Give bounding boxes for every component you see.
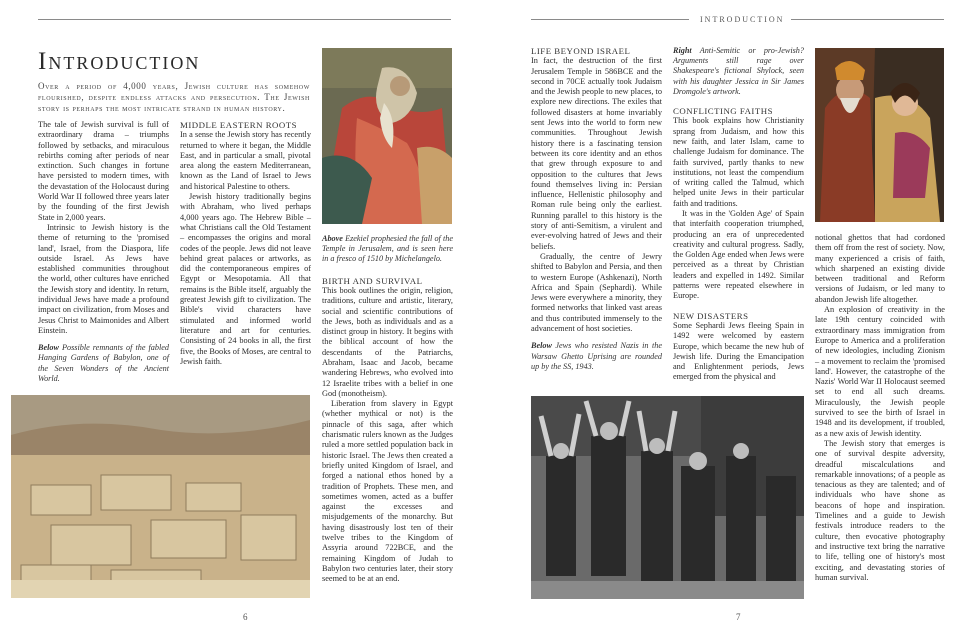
paragraph: This book explains how Christianity sprang from Judaism, and how this new faith, and later Islam, came to challenge Judaism for dominance. The faith survived, partly thanks to new institutions, not least the compendium of writing called the Talmud, which helped unite Jews in their particular faith and traditions. — [673, 116, 804, 208]
section-heading: MIDDLE EASTERN ROOTS — [180, 120, 298, 130]
paragraph: notional ghettos that had cordoned them off from the rest of society. Now, many experienced a crisis of faith, which sharpened an existing divide between traditional and Reform versions of Judaism, or led many to abandon Jewish life altogether. — [815, 233, 945, 304]
paragraph: The tale of Jewish survival is full of extraordinary drama – triumphs followed by setbacks, and miraculous rebirths coming after periods of near extinction. Such changes in fortune have persisted to modern times, with the devastation of the Holocaust during World War II followed three years later by the founding of the first Jewish State in 2,000 years. — [38, 120, 169, 222]
paragraph: Jewish history traditionally begins with Abraham, who lived perhaps 4,000 years ago. The Hebrew Bible – what Christians call the Old Testament – encompasses the origins and moral codes of the people. Jews did not leave behind great palaces or artworks, as did the contemporaneous empires of Egypt or Mesopotamia. All that remains is the Bible itself, arguably the greatest Jewish gift to civilization. The Bible's vivid characters have stimulated and informed world literature and art for centuries. Consisting of 24 books in all, the first five, the Books of Moses, are central to Jewish faith. — [180, 192, 311, 366]
paragraph: It was in the 'Golden Age' of Spain that interfaith cooperation triumphed, producing an era of unprecedented creativity and cultural progress. Sadly, the Golden Age ended when Jews were perceived as a threat by Christian leaders and expelled in 1492. Similar patterns were repeated elsewhere in Europe. — [673, 208, 804, 301]
ezekiel-fresco-image — [322, 48, 452, 224]
paragraph: An explosion of creativity in the late 19th century coincided with extraordinary mass immigration from Europe to America and a proliferation of new ideologies, including Zionism – a movement to reclaim the 'promised land'. However, the catastrophe of the Nazis' World War II Holocaust seemed set to end all such dreams. Miraculously, the Jewish people survived to see the birth of Israel in 1948 and its development, if troubled, as a new axis of Jewish identity. — [815, 305, 945, 438]
paragraph: The Jewish story that emerges is one of survival despite adversity, dreadful miscalculations and remarkable innovations; of a people as tenacious as they are talented; and of individuals who have shone as beacons of hope and inspiration. Timelines and a guide to Jewish festivals introduce readers to the culture, then evocative photography and instructive text bring the narrative to life, telling one of history's most exciting, and devastating stories of human survival. — [815, 438, 945, 582]
intro-text: Over a period of 4,000 years, Jewish culture has somehow flourished, despite endless attacks and persecution. The Jewish story is perhaps the most intricate strand in human history. — [38, 81, 310, 113]
caption-lead: Below — [531, 341, 552, 351]
paragraph: Intrinsic to Jewish history is the theme of returning to the 'promised land', Israel, from the Diaspora, life outside Israel. As Jews have established communities throughout the world, other cultures have enriched the Jewish story and identity. In return, individual Jews have made a profound impact on civilization, from Moses and Jesus Christ to Maimonides and Albert Einstein. — [38, 222, 169, 335]
caption-lead: Right — [673, 46, 692, 55]
top-rule-right-b — [791, 19, 944, 20]
photo-caption — [673, 46, 804, 97]
page-number-left: 6 — [243, 612, 248, 622]
babylon-ruins-image — [11, 395, 310, 598]
caption-text: Possible remnants of the fabled Hanging Gardens of Babylon, one of the Seven Wonders of the Ancient World. — [38, 343, 169, 383]
page-number-right: 7 — [736, 612, 741, 622]
caption-text: Anti-Semitic or pro-Jewish? Arguments still rage over Shakespeare's fictional Shylock, seen with his daughter Jessica in Sir James Dromgole's artwork. — [673, 46, 804, 96]
top-rule-left — [38, 19, 451, 20]
page-title: Introduction — [38, 48, 201, 75]
section-heading: CONFLICTING FAITHS — [673, 106, 773, 117]
right-column-3 — [815, 233, 945, 583]
left-column-3 — [322, 234, 453, 585]
section-heading: NEW DISASTERS — [673, 310, 749, 321]
left-column-2 — [180, 120, 311, 367]
top-rule-right-a — [531, 19, 689, 20]
photo-caption — [38, 343, 169, 384]
paragraph: Some Sephardi Jews fleeing Spain in 1492 were welcomed by eastern Europe, which became the new hub of Jewish life. During the Emancipation and Enlightenment periods, Jews emerged from the physical and — [673, 320, 804, 382]
photo-caption — [322, 234, 453, 265]
paragraph: Liberation from slavery in Egypt (whether mythical or not) is the pinnacle of this saga, after which charismatic rulers known as the Judges ruled a more settled population back in historic Israel. The Jews then created a briefly united Kingdom of Israel, and forged a national ethos honed by a tradition of Prophets. These men, and sometimes women, acted as a buffer against the excesses and misjudgements of the monarchy. But having disastrously lost ten of their twelve tribes to the Kingdom of Assyria around 722BCE, and the remaining Kingdom of Judah to Babylon two centuries later, their story seemed to be at an end. — [322, 399, 453, 584]
caption-lead: Above — [322, 234, 343, 243]
caption-lead: Below — [38, 343, 59, 353]
paragraph: This book outlines the origin, religion, traditions, culture and artistic, literary, social and scientific contributions of the Jews, both as individuals and as a distinct group in history. It begins with the biblical account of how the descendants of the Patriarchs, Abraham, Isaac and Jacob, became wandering Hebrews, who evolved into 12 Israelite tribes with a belief in one God (monotheism). — [322, 285, 453, 398]
right-column-2 — [673, 46, 804, 383]
shylock-artwork-image — [815, 48, 944, 222]
warsaw-ghetto-photo — [531, 396, 804, 599]
section-heading: BIRTH AND SURVIVAL — [322, 275, 423, 286]
photo-caption — [531, 341, 662, 372]
caption-text: Ezekiel prophesied the fall of the Temple in Jerusalem, and is seen here in a fresco of 1510 by Michelangelo. — [322, 234, 453, 264]
paragraph: In fact, the destruction of the first Jerusalem Temple in 586BCE and the second in 70CE actually took Judaism and the Jewish people to new places, to explore new directions. The exiles that followed disasters at home invariably sent Jews into the world to form new communities. Throughout Jewish history there is a fascinating tension between its core identity and an ethos that grew through exposure to and opposition to the cultures that Jews found themselves living in: Persian influence, Hellenistic philosophy and Roman rule being only the earliest. Running parallel to this history is the story of anti-Semitism, a virulent and ever-evolving hatred of Jews and their beliefs. — [531, 56, 662, 251]
left-column-1 — [38, 120, 169, 384]
paragraph: In a sense the Jewish story has recently returned to where it began, the Middle East, and in particular a small, pivotal area along the eastern Mediterranean, known as the Land of Israel to Jews and historical Palestine to others. — [180, 130, 311, 191]
caption-text: Jews who resisted Nazis in the Warsaw Ghetto Uprising are rounded up by the SS, 1943. — [531, 341, 662, 371]
section-heading: LIFE BEYOND ISRAEL — [531, 46, 631, 56]
paragraph: Gradually, the centre of Jewry shifted to Babylon and Persia, and then to western Europe (Ashkenazi), North Africa and Spain (Sephardi). While Jews were everywhere a minority, they formed networks that linked vast areas and thus contributed immensely to the advancement of host societies. — [531, 251, 662, 334]
right-column-1 — [531, 46, 662, 372]
running-header: INTRODUCTION — [700, 15, 785, 24]
